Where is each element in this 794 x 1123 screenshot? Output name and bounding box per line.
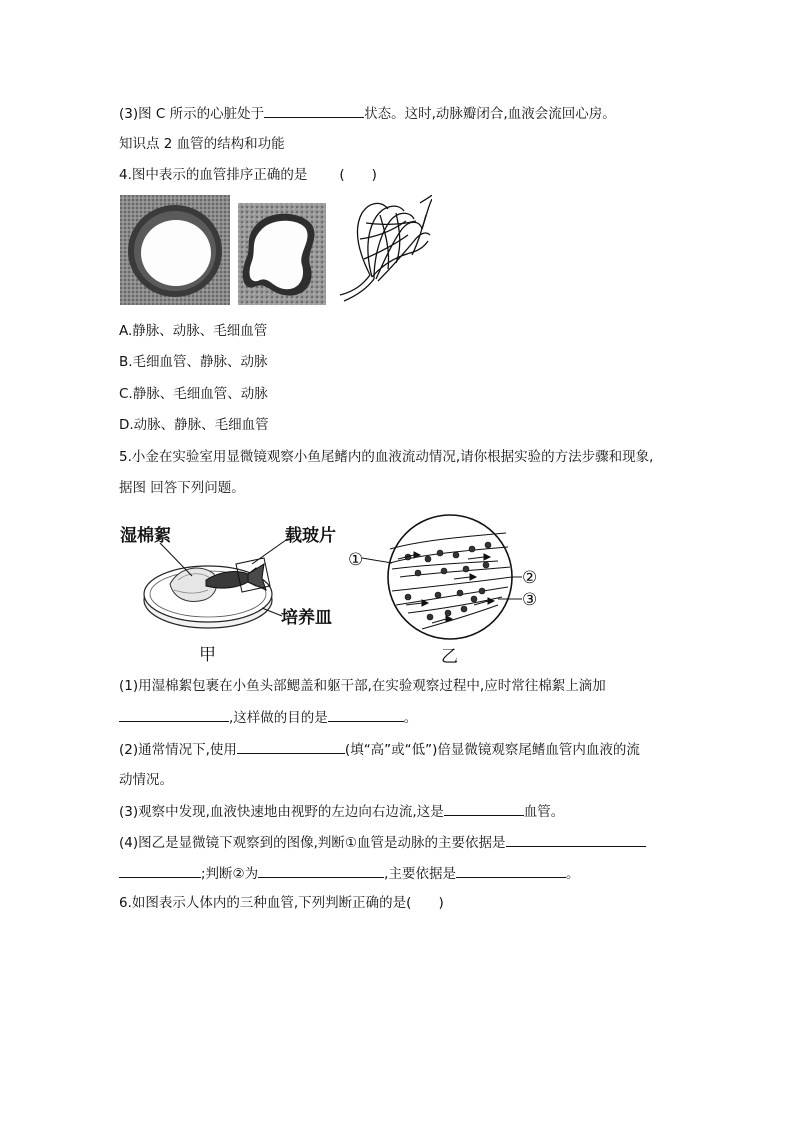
label-petri-dish: 培养皿 (281, 608, 332, 628)
petri-dish-figure (140, 540, 290, 640)
q5-part2-line1: (2)通常情况下,使用 (填“高”或“低”)倍显微镜观察尾鳍血管内血液的流 (119, 742, 640, 758)
q5-part4-line1: (4)图乙是显微镜下观察到的图像,判断①血管是动脉的主要依据是 (119, 833, 646, 852)
q4-stem: 4.图中表示的血管排序正确的是 ( ) (119, 167, 377, 183)
q5-part3: (3)观察中发现,血液快速地由视野的左边向右边流,这是 血管。 (119, 804, 565, 820)
answer-blank[interactable] (444, 802, 524, 816)
q4-option-d[interactable]: D.动脉、静脉、毛细血管 (119, 417, 269, 433)
caption-yi: 乙 (441, 647, 458, 667)
q3-part3: (3)图 C 所示的心脏处于 状态。这时,动脉瓣闭合,血液会流回心房。 (119, 106, 616, 122)
label-slide: 载玻片 (285, 526, 336, 546)
answer-blank[interactable] (328, 708, 404, 722)
vessel-image-1 (120, 195, 230, 305)
answer-blank[interactable] (237, 740, 345, 754)
answer-blank[interactable] (506, 833, 646, 847)
vessel-micrographs (120, 195, 432, 307)
vessel-image-2 (238, 203, 326, 305)
q5-part1-line1: (1)用湿棉絮包裹在小鱼头部鳃盖和躯干部,在实验观察过程中,应时常往棉絮上滴加 (119, 678, 606, 694)
q4-option-c[interactable]: C.静脉、毛细血管、动脉 (119, 386, 268, 402)
marker-3: ③ (522, 590, 538, 610)
answer-blank[interactable] (119, 708, 229, 722)
caption-jia: 甲 (199, 645, 216, 665)
q5-part2-line2: 动情况。 (119, 772, 173, 788)
q4-option-a[interactable]: A.静脉、动脉、毛细血管 (119, 323, 268, 339)
answer-blank[interactable] (258, 864, 384, 878)
q5-part1-line2: ,这样做的目的是 。 (119, 708, 417, 727)
q5-stem-line2: 据图 回答下列问题。 (119, 480, 245, 496)
microscope-view-figure (348, 513, 548, 641)
marker-1: ① (348, 550, 364, 570)
q5-stem-line1: 5.小金在实验室用显微镜观察小鱼尾鳍内的血液流动情况,请你根据实验的方法步骤和现象, (119, 449, 654, 465)
marker-2: ② (522, 568, 538, 588)
q6-stem: 6.如图表示人体内的三种血管,下列判断正确的是( ) (119, 895, 444, 911)
label-wet-cotton: 湿棉絮 (120, 526, 171, 546)
q5-part4-line2: ;判断②为 ,主要依据是 。 (119, 864, 579, 883)
capillary-network-image (340, 195, 432, 301)
section-heading: 知识点 2 血管的结构和功能 (119, 136, 285, 152)
answer-blank[interactable] (119, 864, 201, 878)
answer-blank[interactable] (264, 104, 364, 118)
answer-blank[interactable] (456, 864, 566, 878)
q4-option-b[interactable]: B.毛细血管、静脉、动脉 (119, 354, 268, 370)
